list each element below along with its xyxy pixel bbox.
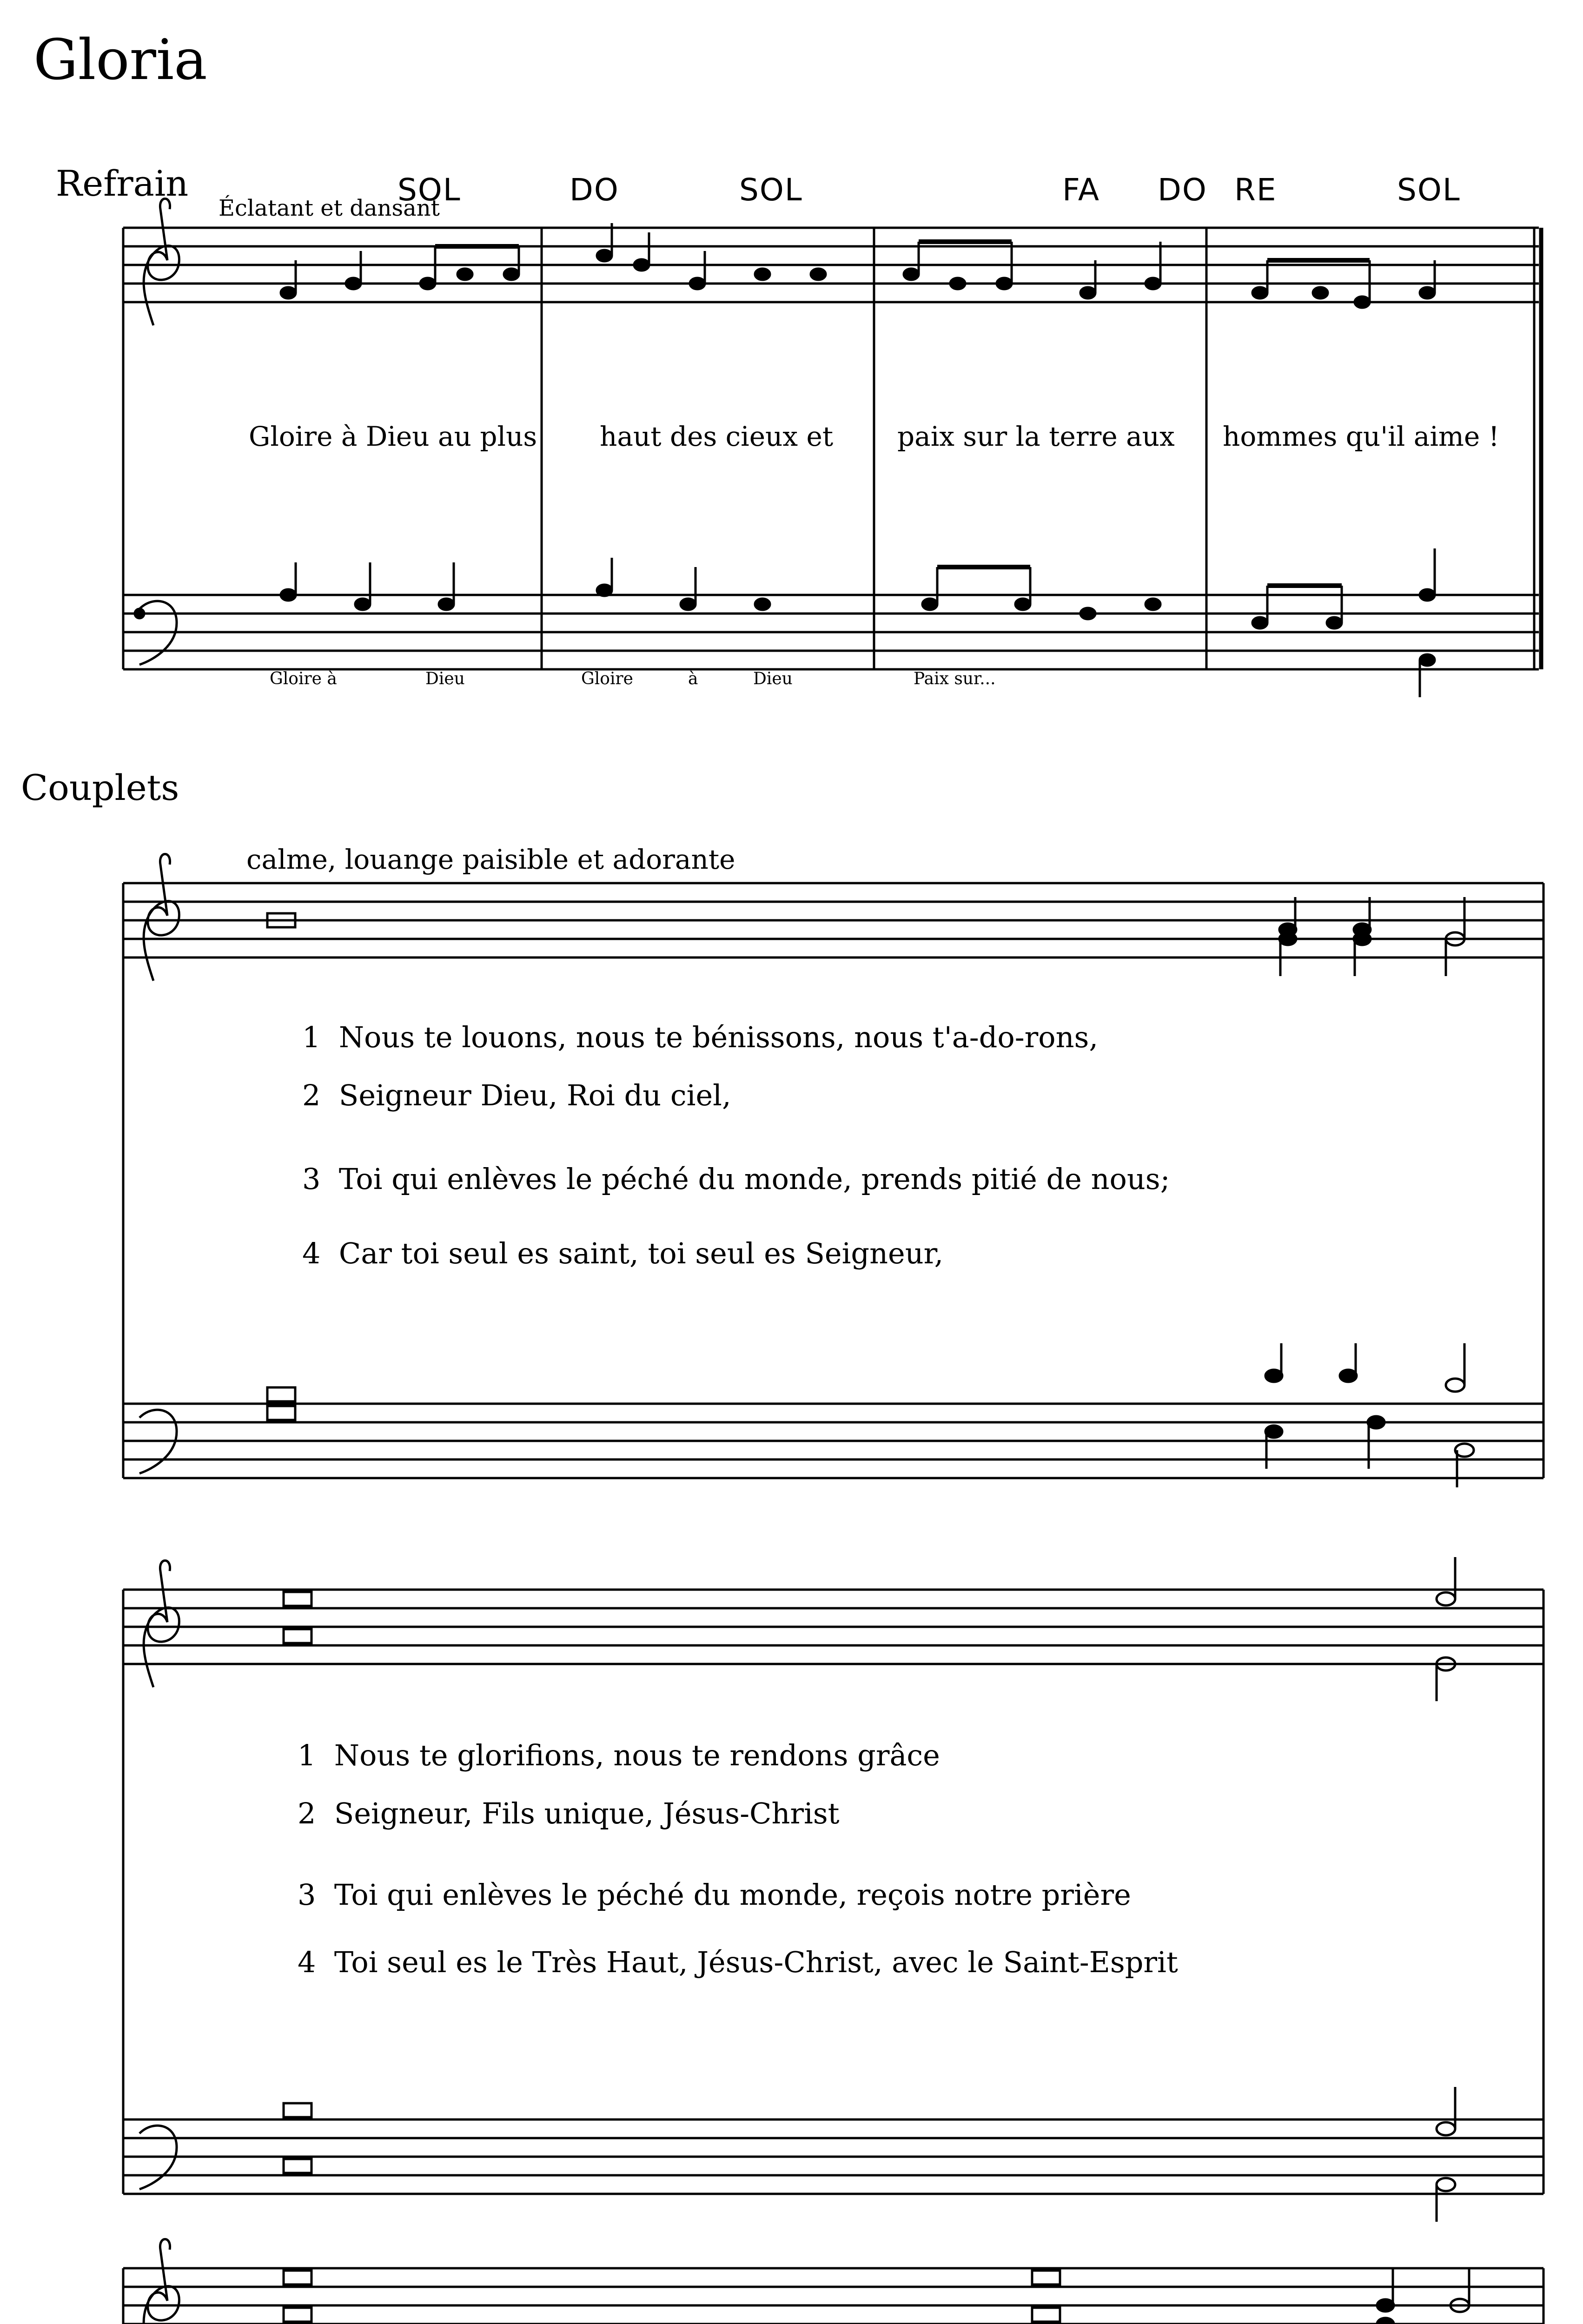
couplet2-bass-staff bbox=[123, 2119, 1543, 2194]
treble-clef-icon bbox=[144, 2239, 179, 2324]
bass-lyric: à bbox=[688, 669, 698, 688]
verse-number: 2 bbox=[302, 1078, 321, 1112]
chord: FA bbox=[1062, 172, 1100, 208]
verse-text: Toi qui enlèves le péché du monde, prends pitié de nous; bbox=[338, 1162, 1170, 1196]
chord: DO bbox=[570, 172, 619, 208]
chord: DO bbox=[1158, 172, 1207, 208]
refrain-lyric: paix sur la terre aux bbox=[897, 421, 1175, 452]
couplet1-bass-staff bbox=[123, 1404, 1543, 1478]
refrain-treble-notes bbox=[281, 250, 1435, 308]
chord: RE bbox=[1234, 172, 1277, 208]
bass-lyric: Paix sur... bbox=[914, 669, 996, 688]
verse-text: Seigneur Dieu, Roi du ciel, bbox=[338, 1078, 731, 1112]
verse-text: Nous te glorifions, nous te rendons grâce bbox=[334, 1738, 940, 1772]
verse-number: 4 bbox=[298, 1945, 316, 1979]
verse-number: 4 bbox=[302, 1236, 321, 1270]
verse-text: Car toi seul es saint, toi seul es Seigneur, bbox=[338, 1236, 944, 1270]
refrain-lyric: haut des cieux et bbox=[600, 421, 834, 452]
bass-lyric: Dieu bbox=[753, 669, 793, 688]
couplet2-treble-staff bbox=[123, 1590, 1543, 1664]
verse-text: Nous te louons, nous te bénissons, nous t'a-do-rons, bbox=[338, 1020, 1099, 1054]
chord: SOL bbox=[739, 172, 803, 208]
refrain-bass-staff bbox=[123, 595, 1539, 669]
verse-number: 3 bbox=[302, 1162, 321, 1196]
chord: SOL bbox=[397, 172, 461, 208]
treble-clef-icon bbox=[144, 199, 179, 326]
couplet1-treble-staff bbox=[123, 883, 1543, 957]
refrain-lyric: Gloire à Dieu au plus bbox=[249, 421, 537, 452]
verse-text: Toi seul es le Très Haut, Jésus-Christ, avec le Saint-Esprit bbox=[334, 1945, 1178, 1979]
couplet3-treble-staff bbox=[123, 2268, 1543, 2324]
chord: SOL bbox=[1397, 172, 1461, 208]
couplets-tempo: calme, louange paisible et adorante bbox=[246, 844, 735, 875]
verse-number: 2 bbox=[298, 1796, 316, 1830]
verse-number: 1 bbox=[302, 1020, 321, 1054]
treble-clef-icon bbox=[144, 854, 179, 981]
couplets-label: Couplets bbox=[21, 767, 179, 808]
verse-number: 1 bbox=[298, 1738, 316, 1772]
refrain-label: Refrain bbox=[56, 163, 189, 204]
verse-text: Toi qui enlèves le péché du monde, reçois notre prière bbox=[334, 1878, 1131, 1912]
refrain-tempo: Éclatant et dansant bbox=[219, 195, 440, 221]
bass-lyric: Dieu bbox=[425, 669, 465, 688]
bass-lyric: Gloire à bbox=[270, 669, 337, 688]
treble-clef-icon bbox=[144, 1561, 179, 1688]
bass-lyric: Gloire bbox=[581, 669, 633, 688]
verse-text: Seigneur, Fils unique, Jésus-Christ bbox=[334, 1796, 840, 1830]
verse-number: 3 bbox=[298, 1878, 316, 1912]
refrain-lyric: hommes qu'il aime ! bbox=[1223, 421, 1499, 452]
page-title: Gloria bbox=[33, 28, 207, 92]
